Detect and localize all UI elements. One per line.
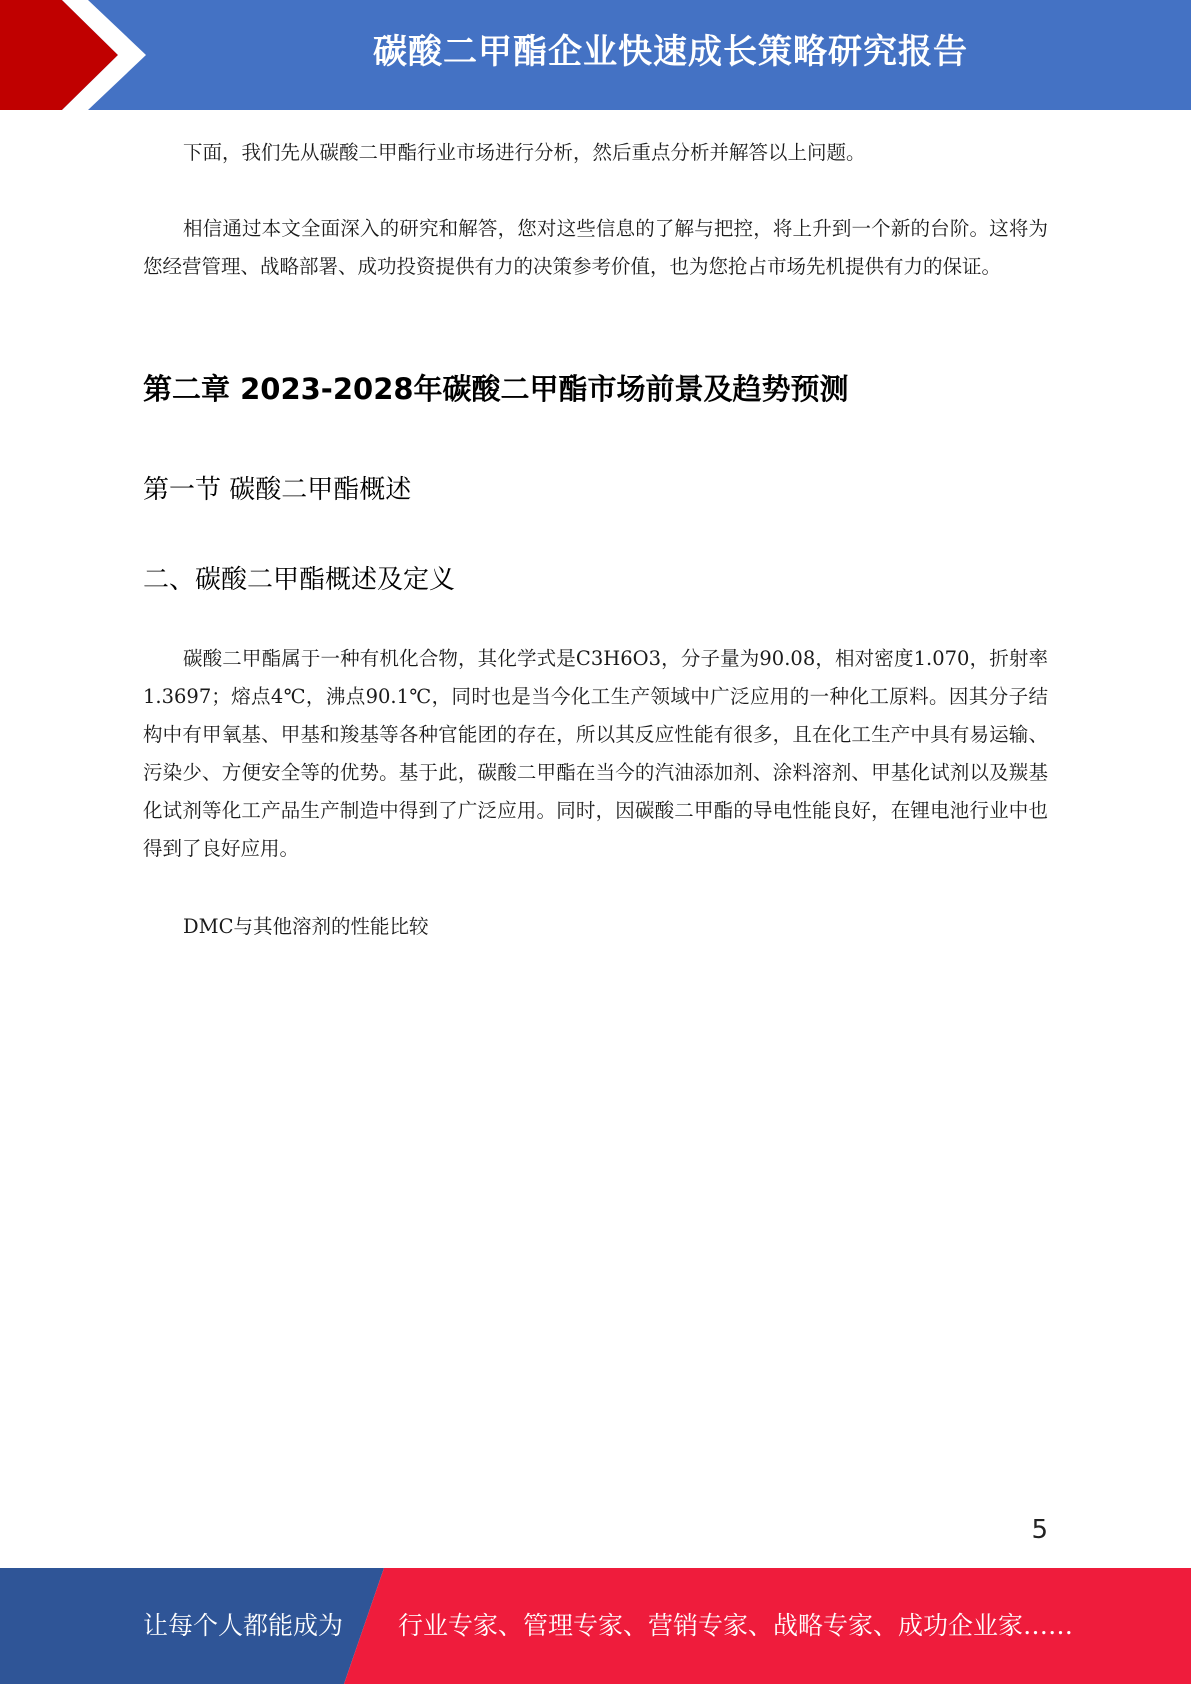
intro-paragraph: 下面，我们先从碳酸二甲酯行业市场进行分析，然后重点分析并解答以上问题。 [183, 141, 866, 164]
section-heading: 第一节 碳酸二甲酯概述 [143, 475, 412, 505]
footer-slogan-right: 行业专家、管理专家、营销专家、战略专家、成功企业家…… [398, 1611, 1074, 1640]
footer-slogan-left: 让每个人都能成为 [143, 1611, 344, 1640]
belief-paragraph: 相信通过本文全面深入的研究和解答，您对这些信息的了解与把控，将上升到一个新的台阶。这将为您经营管理、战略部署、成功投资提供有力的决策参考价值，也为您抢占市场先机提供有力的保证。 [143, 217, 1048, 278]
page-number: 5 [1031, 1515, 1048, 1545]
header-title: 碳酸二甲酯企业快速成长策略研究报告 [373, 32, 968, 72]
subsection-heading: 二、碳酸二甲酯概述及定义 [143, 565, 456, 595]
page-header [0, 0, 1191, 110]
definition-paragraph: 碳酸二甲酯属于一种有机化合物，其化学式是C3H6O3，分子量为90.08，相对密度1.070，折射率1.3697；熔点4℃，沸点90.1℃，同时也是当今化工生产领域中广泛应用的一种化工原料。因其分子结构中有甲氧基、甲基和羧基等各种官能团的存在，所以其反应性能有很多，且在化工生产中具有易运输、污染少、方便安全等的优势。基于此，碳酸二甲酯在当今的汽油添加剂、涂料溶剂、甲基化试剂以及羰基化试剂等化工产品生产制造中得到了广泛应用。同时，因碳酸二甲酯的导电性能良好，在锂电池行业中也得到了良好应用。 [143, 647, 1048, 860]
chapter-heading: 第二章 2023-2028年碳酸二甲酯市场前景及趋势预测 [143, 372, 849, 406]
page-footer [0, 1568, 1191, 1684]
header-chevron-decoration [0, 0, 160, 110]
table-caption: DMC与其他溶剂的性能比较 [183, 915, 429, 938]
